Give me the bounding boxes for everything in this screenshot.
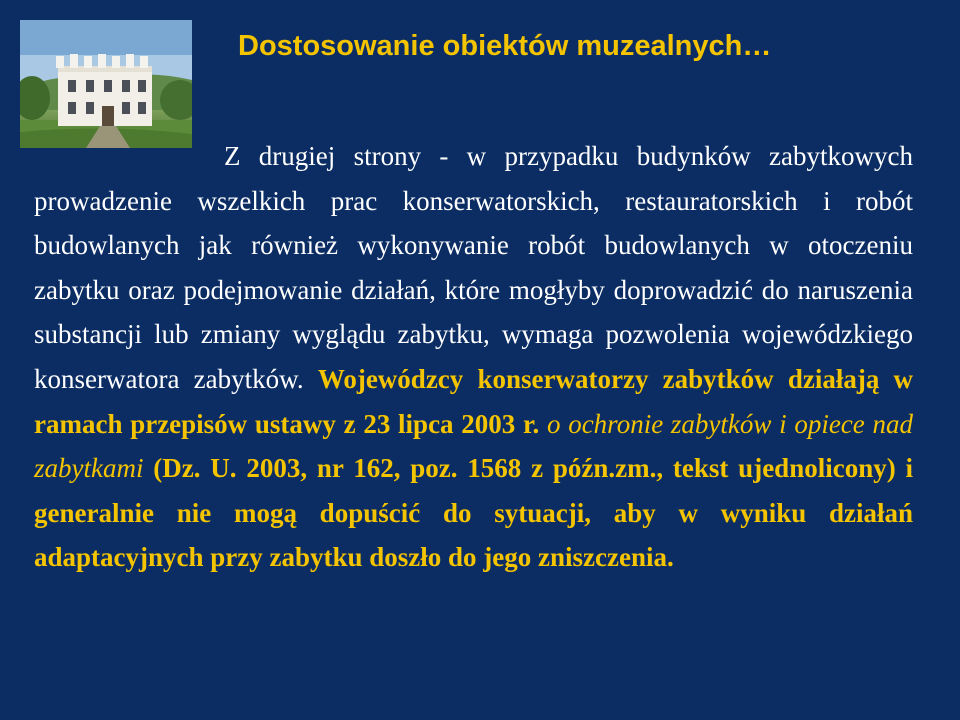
body-highlight-text-2: (Dz. U. 2003, nr 162, poz. 1568 z późn.zm., tekst ujednolicony) i generalnie nie mogą dopuścić do sytuacji, aby w wyniku działań adaptacyjnych przy zabytku doszło do jego zniszczenia.	[34, 453, 914, 573]
body-normal-text: Z drugiej strony - w przypadku budynków zabytkowych prowadzenie wszelkich prac konserwatorskich, restauratorskich i robót budowlanych jak również wykonywanie robót budowlanych w otoczeniu zabytku oraz podejmowanie działań, które mogłyby doprowadzić do naruszenia substancji lub zmiany wyglądu zabytku, wymaga pozwolenia wojewódzkiego konserwatora zabytków.	[34, 141, 913, 394]
historic-building-photo	[20, 20, 192, 148]
body-highlight-text: Wojewódzcy konserwatorzy zabytków działają w ramach przepisów ustawy z 23 lipca 2003 r.	[34, 363, 914, 439]
slide-title: Dostosowanie obiektów muzealnych…	[238, 30, 772, 62]
body-paragraph	[34, 134, 913, 580]
body-highlight-italic: o ochronie zabytków i opiece nad zabytkami	[34, 408, 913, 484]
